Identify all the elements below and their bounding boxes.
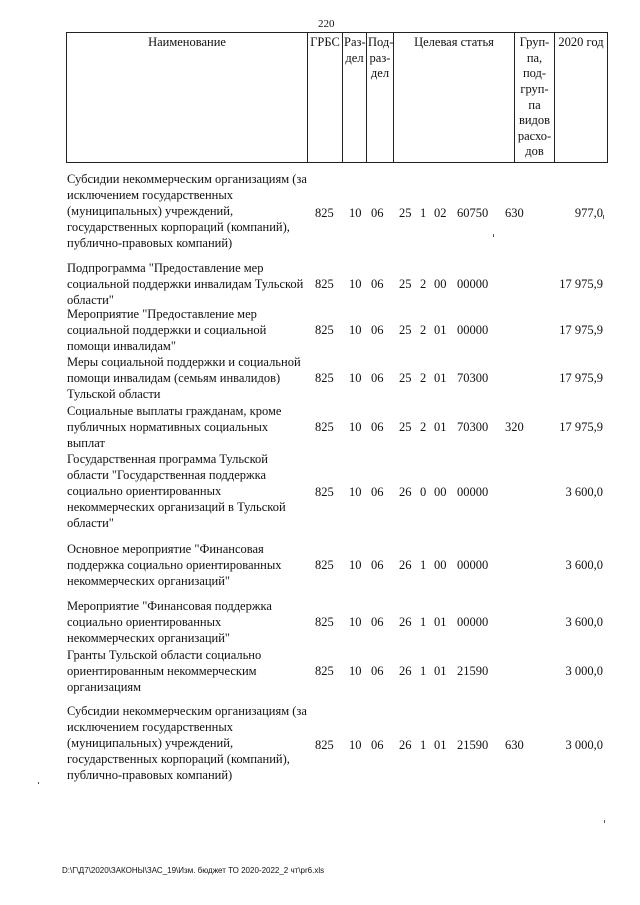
cell-target-1: 25	[399, 323, 412, 337]
cell-razdel: 10	[349, 738, 362, 752]
scan-speck	[603, 215, 604, 219]
row-name: Субсидии некоммерческим организациям (за исключением государственных (муниципальных) учреждений, государственных корпораций (компаний), публично-правовых компаний)	[67, 172, 307, 250]
cell-target-4: 00000	[457, 558, 489, 572]
cell-target-4: 70300	[457, 371, 489, 385]
table-header	[66, 32, 608, 163]
cell-target-1: 26	[399, 558, 412, 572]
header-grbs: ГРБС	[308, 33, 343, 163]
cell-podrazdel: 06	[371, 615, 384, 629]
cell-amount: 3 600,0	[565, 558, 603, 572]
cell-target-1: 26	[399, 615, 412, 629]
cell-target-1: 26	[399, 485, 412, 499]
cell-target-2: 1	[420, 558, 427, 572]
cell-target-3: 00	[434, 485, 447, 499]
cell-target-4: 21590	[457, 664, 489, 678]
cell-grbs: 825	[315, 738, 334, 752]
cell-grbs: 825	[315, 615, 334, 629]
cell-razdel: 10	[349, 206, 362, 220]
header-razdel: Раз-дел	[343, 33, 367, 163]
cell-grbs: 825	[315, 371, 334, 385]
cell-razdel: 10	[349, 615, 362, 629]
cell-target-4: 60750	[457, 206, 489, 220]
row-name: Основное мероприятие "Финансовая поддержка социально ориентированных некоммерческих организаций"	[67, 542, 282, 588]
cell-target-4: 00000	[457, 277, 489, 291]
cell-razdel: 10	[349, 558, 362, 572]
cell-podrazdel: 06	[371, 371, 384, 385]
cell-target-1: 25	[399, 371, 412, 385]
cell-grbs: 825	[315, 323, 334, 337]
cell-target-4: 00000	[457, 323, 489, 337]
cell-target-2: 1	[420, 615, 427, 629]
row-name: Мероприятие "Предоставление мер социальной поддержки и социальной помощи инвалидам"	[67, 307, 267, 353]
cell-razdel: 10	[349, 277, 362, 291]
cell-razdel: 10	[349, 485, 362, 499]
cell-target-2: 2	[420, 371, 427, 385]
cell-amount: 17 975,9	[559, 323, 603, 337]
header-year: 2020 год	[555, 33, 608, 163]
cell-amount: 17 975,9	[559, 420, 603, 434]
cell-razdel: 10	[349, 420, 362, 434]
cell-target-4: 00000	[457, 485, 489, 499]
cell-grbs: 825	[315, 206, 334, 220]
cell-target-2: 2	[420, 420, 427, 434]
cell-target-1: 25	[399, 420, 412, 434]
header-target: Целевая статья	[394, 33, 515, 163]
cell-amount: 17 975,9	[559, 371, 603, 385]
cell-grbs: 825	[315, 485, 334, 499]
header-podrazdel: Под-раз-дел	[367, 33, 394, 163]
cell-grbs: 825	[315, 664, 334, 678]
cell-podrazdel: 06	[371, 420, 384, 434]
cell-target-2: 1	[420, 206, 427, 220]
cell-podrazdel: 06	[371, 206, 384, 220]
cell-target-2: 2	[420, 277, 427, 291]
cell-target-4: 70300	[457, 420, 489, 434]
cell-amount: 3 000,0	[565, 664, 603, 678]
cell-target-3: 02	[434, 206, 447, 220]
cell-target-1: 26	[399, 738, 412, 752]
cell-target-2: 0	[420, 485, 427, 499]
cell-amount: 3 000,0	[565, 738, 603, 752]
cell-group: 320	[505, 420, 524, 434]
row-name: Мероприятие "Финансовая поддержка социально ориентированных некоммерческих организаций"	[67, 599, 272, 645]
row-name: Меры социальной поддержки и социальной помощи инвалидам (семьям инвалидов) Тульской области	[67, 355, 301, 401]
cell-target-3: 01	[434, 738, 447, 752]
cell-target-3: 00	[434, 277, 447, 291]
footer-file-path: D:\Г\Д7\2020\ЗАКОНЫ\ЗАС_19\Изм. бюджет ТО 2020-2022_2 чт\pr6.xls	[62, 866, 325, 875]
cell-amount: 977,0	[574, 206, 603, 220]
cell-target-2: 1	[420, 738, 427, 752]
cell-grbs: 825	[315, 558, 334, 572]
row-name: Субсидии некоммерческим организациям (за исключением государственных (муниципальных) учреждений, государственных корпораций (компаний), публично-правовых компаний)	[67, 704, 307, 782]
cell-grbs: 825	[315, 420, 334, 434]
header-name: Наименование	[67, 33, 308, 163]
row-name: Государственная программа Тульской области "Государственная поддержка социально ориентированных некоммерческих организаций в Тульской области"	[67, 452, 286, 530]
cell-target-1: 25	[399, 277, 412, 291]
page-number: 220	[318, 18, 335, 30]
cell-target-3: 01	[434, 664, 447, 678]
cell-target-1: 25	[399, 206, 412, 220]
cell-target-4: 21590	[457, 738, 489, 752]
cell-razdel: 10	[349, 664, 362, 678]
cell-amount: 3 600,0	[565, 485, 603, 499]
scan-speck	[38, 782, 39, 784]
cell-podrazdel: 06	[371, 664, 384, 678]
cell-podrazdel: 06	[371, 738, 384, 752]
cell-amount: 3 600,0	[565, 615, 603, 629]
scan-speck	[604, 820, 605, 823]
cell-podrazdel: 06	[371, 323, 384, 337]
cell-podrazdel: 06	[371, 485, 384, 499]
cell-target-3: 01	[434, 323, 447, 337]
cell-group: 630	[505, 206, 524, 220]
cell-target-4: 00000	[457, 615, 489, 629]
header-group: Груп-па, под-груп-па видов расхо-дов	[515, 33, 555, 163]
cell-grbs: 825	[315, 277, 334, 291]
cell-amount: 17 975,9	[559, 277, 603, 291]
cell-podrazdel: 06	[371, 558, 384, 572]
cell-target-3: 01	[434, 371, 447, 385]
row-name: Подпрограмма "Предоставление мер социальной поддержки инвалидам Тульской области"	[67, 261, 304, 307]
cell-razdel: 10	[349, 371, 362, 385]
cell-target-1: 26	[399, 664, 412, 678]
cell-podrazdel: 06	[371, 277, 384, 291]
cell-group: 630	[505, 738, 524, 752]
cell-target-2: 2	[420, 323, 427, 337]
scan-speck	[493, 234, 494, 237]
cell-target-3: 01	[434, 615, 447, 629]
cell-target-2: 1	[420, 664, 427, 678]
row-name: Социальные выплаты гражданам, кроме публичных нормативных социальных выплат	[67, 404, 282, 450]
cell-target-3: 00	[434, 558, 447, 572]
cell-razdel: 10	[349, 323, 362, 337]
cell-target-3: 01	[434, 420, 447, 434]
row-name: Гранты Тульской области социально ориентированным некоммерческим организациям	[67, 648, 262, 694]
